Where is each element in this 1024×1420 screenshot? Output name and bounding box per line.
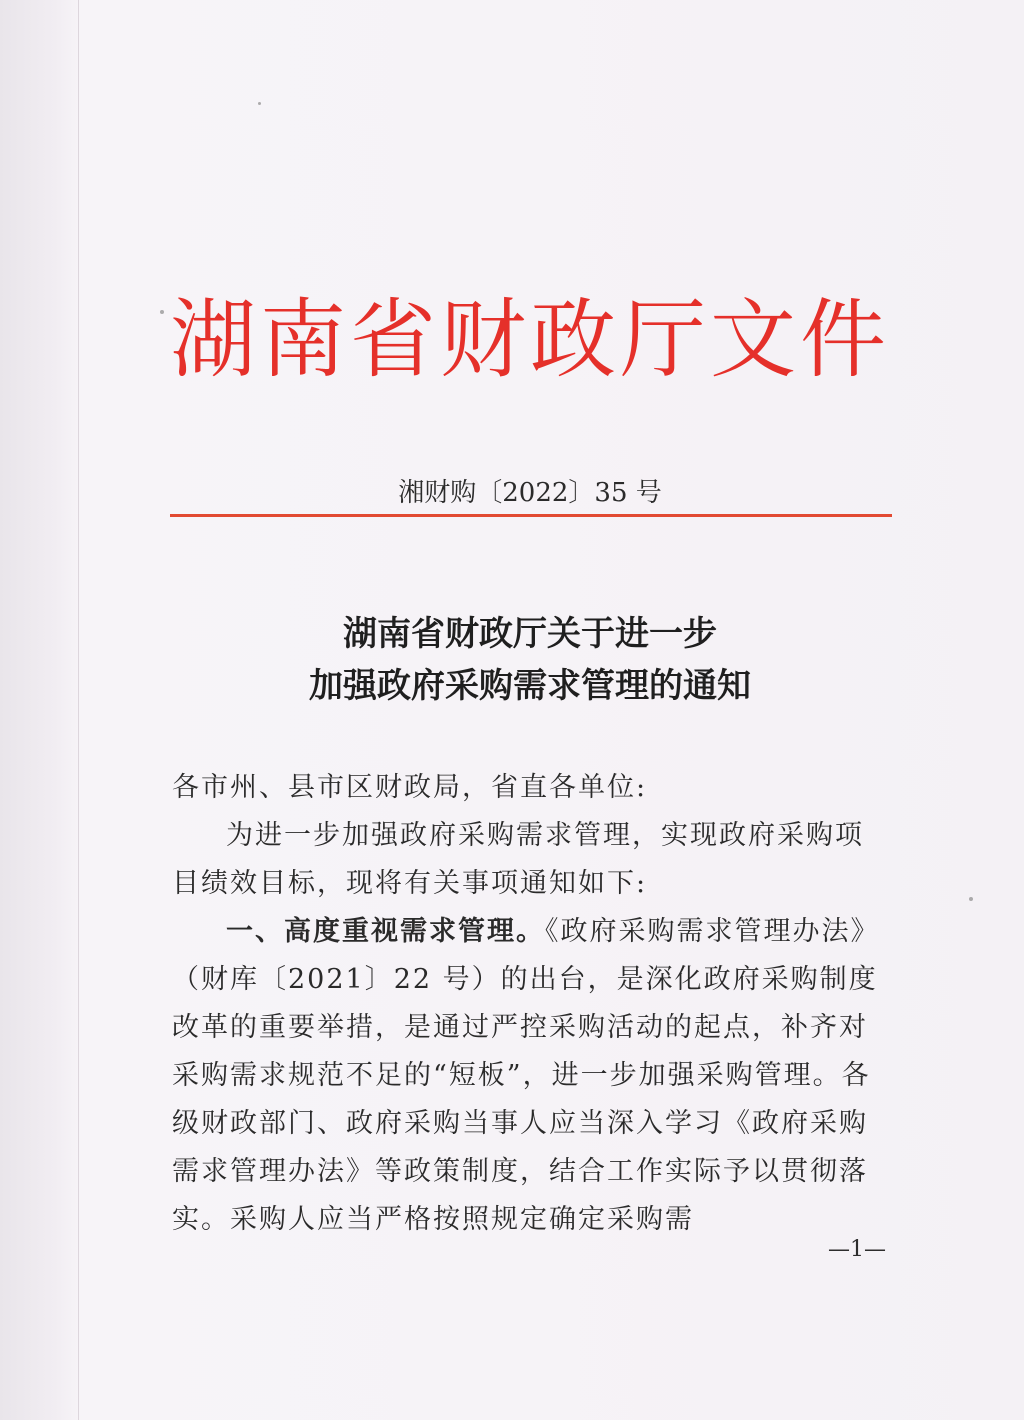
notice-title-line-1: 湖南省财政厅关于进一步 bbox=[343, 614, 717, 654]
salutation: 各市州、县市区财政局，省直各单位: bbox=[172, 772, 648, 803]
notice-body bbox=[172, 764, 888, 1244]
scan-speck bbox=[160, 310, 164, 314]
intro-paragraph: 为进一步加强政府采购需求管理，实现政府采购项目绩效目标，现将有关事项通知如下: bbox=[172, 820, 864, 899]
header-divider bbox=[170, 514, 892, 517]
section-1-text: 《政府采购需求管理办法》（财库〔2021〕22 号）的出台，是深化政府采购制度改革的重要举措，是通过严控采购活动的起点，补齐对采购需求规范不足的“短板”，进一步加强采购管理。各级财政部门、政府采购当事人应当深入学习《政府采购需求管理办法》等政策制度，结合工作实际予以贯彻落实。采购人应当严格按照规定确定采购需 bbox=[172, 916, 880, 1235]
section-1-heading: 一、高度重视需求管理。 bbox=[226, 916, 545, 947]
document-number: 湘财购〔2022〕35 号 bbox=[398, 478, 662, 508]
document-header-title: 湖南省财政厅文件 bbox=[170, 290, 890, 390]
page-number: —1— bbox=[828, 1237, 886, 1262]
notice-title bbox=[170, 608, 890, 712]
notice-title-line-2: 加强政府采购需求管理的通知 bbox=[309, 666, 751, 706]
section-1-paragraph bbox=[172, 908, 888, 1244]
binding-edge bbox=[0, 0, 79, 1420]
scan-speck bbox=[258, 102, 261, 105]
scan-speck bbox=[969, 897, 973, 901]
